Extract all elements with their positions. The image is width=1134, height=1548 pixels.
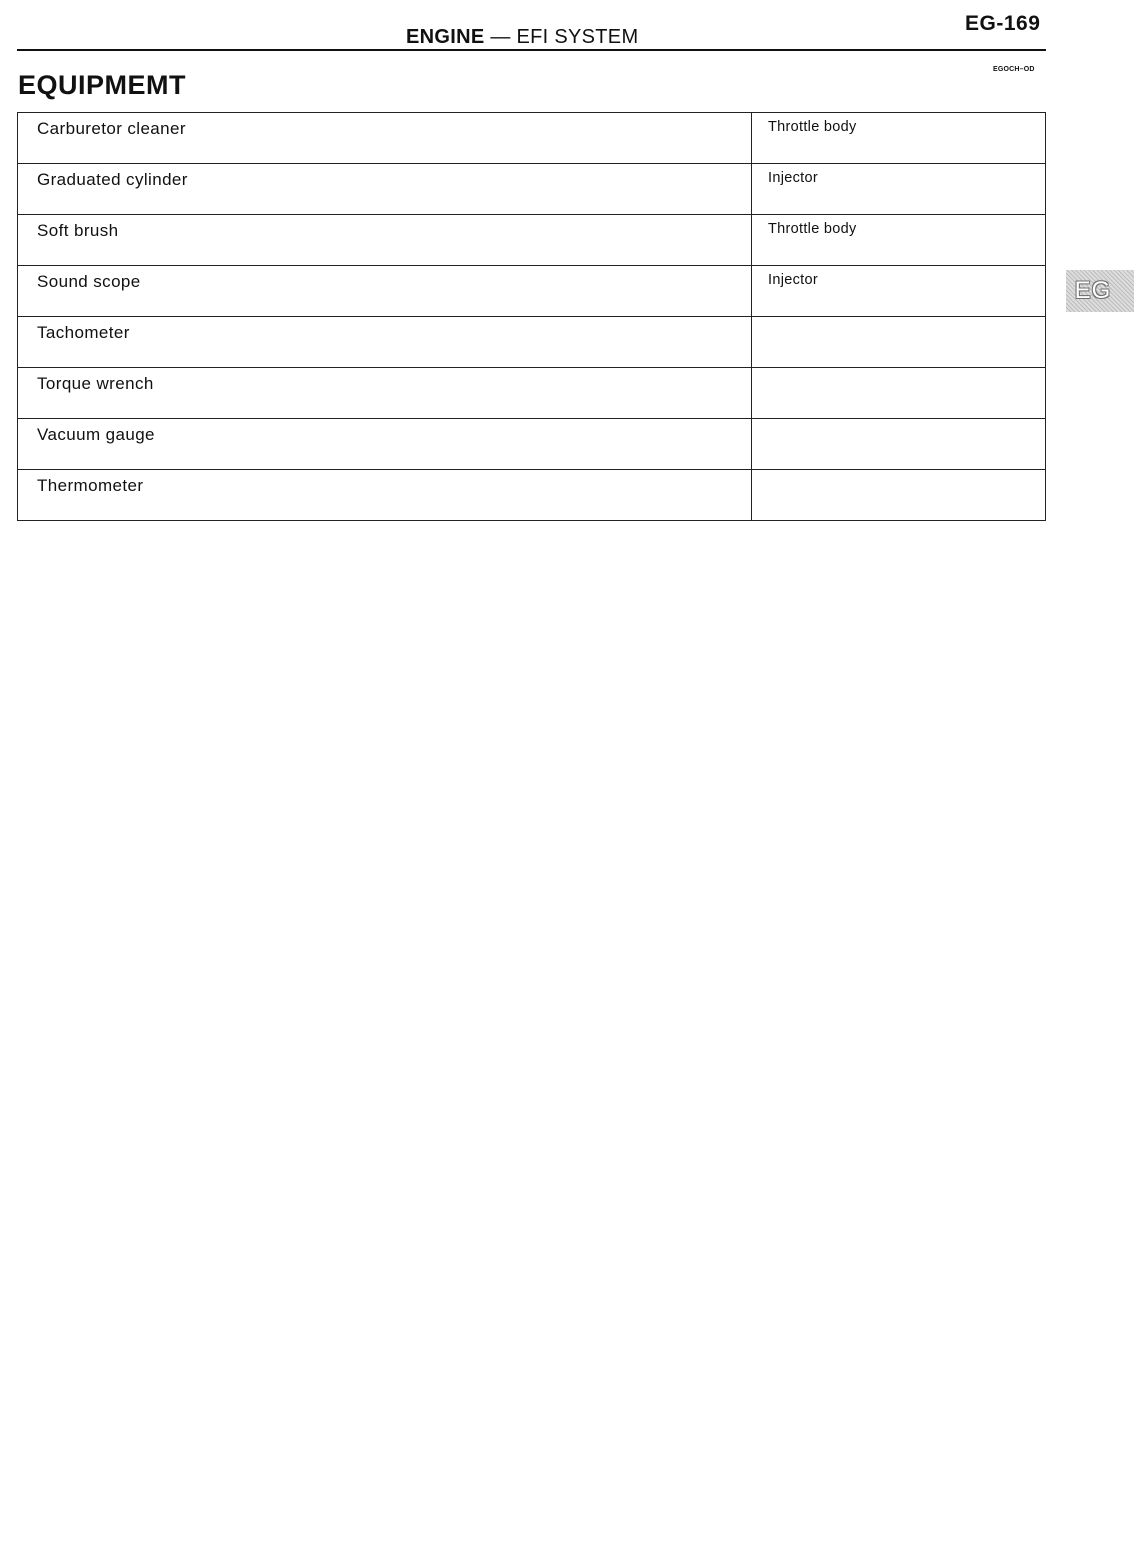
- document-code: EGOCH–OD: [993, 66, 1035, 73]
- equipment-use: [752, 470, 1045, 476]
- equipment-table: [17, 112, 1046, 521]
- header-subsection-name: — EFI SYSTEM: [484, 26, 639, 48]
- equipment-use: [752, 419, 1045, 425]
- equipment-name: Vacuum gauge: [37, 425, 155, 444]
- table-row: [18, 164, 1046, 215]
- table-row: [18, 317, 1046, 368]
- equipment-use-cell: [752, 317, 1046, 368]
- header-section-name: ENGINE: [406, 26, 485, 48]
- equipment-name-cell: [18, 215, 752, 266]
- equipment-name-cell: [18, 266, 752, 317]
- equipment-name-cell: [18, 164, 752, 215]
- equipment-use-cell: [752, 419, 1046, 470]
- equipment-use: Injector: [768, 170, 818, 186]
- equipment-use-cell: [752, 266, 1046, 317]
- equipment-name: Carburetor cleaner: [37, 119, 186, 138]
- equipment-use: [752, 368, 1045, 374]
- equipment-name: Thermometer: [37, 476, 144, 495]
- equipment-name-cell: [18, 317, 752, 368]
- equipment-name: Torque wrench: [37, 374, 154, 393]
- equipment-use-cell: [752, 113, 1046, 164]
- equipment-use: Throttle body: [768, 221, 857, 237]
- table-row: [18, 215, 1046, 266]
- equipment-use-cell: [752, 470, 1046, 521]
- table-row: [18, 419, 1046, 470]
- equipment-name: Graduated cylinder: [37, 170, 188, 189]
- equipment-name-cell: [18, 368, 752, 419]
- equipment-name-cell: [18, 470, 752, 521]
- equipment-name: Tachometer: [37, 323, 130, 342]
- page-number: EG-169: [965, 12, 1041, 35]
- equipment-use-cell: [752, 368, 1046, 419]
- equipment-use-cell: [752, 164, 1046, 215]
- table-row: [18, 368, 1046, 419]
- section-tab-label: EG: [1074, 277, 1112, 304]
- section-title: EQUIPMEMT: [18, 70, 187, 100]
- equipment-use: Throttle body: [768, 119, 857, 135]
- table-row: [18, 470, 1046, 521]
- equipment-name: Soft brush: [37, 221, 119, 240]
- header-rule: [17, 49, 1046, 51]
- section-tab-marker: [1066, 270, 1134, 312]
- equipment-use: Injector: [768, 272, 818, 288]
- equipment-name-cell: [18, 113, 752, 164]
- equipment-name-cell: [18, 419, 752, 470]
- equipment-name: Sound scope: [37, 272, 141, 291]
- equipment-use-cell: [752, 215, 1046, 266]
- table-row: [18, 266, 1046, 317]
- equipment-use: [752, 317, 1045, 323]
- table-row: [18, 113, 1046, 164]
- running-header-title: [406, 26, 638, 49]
